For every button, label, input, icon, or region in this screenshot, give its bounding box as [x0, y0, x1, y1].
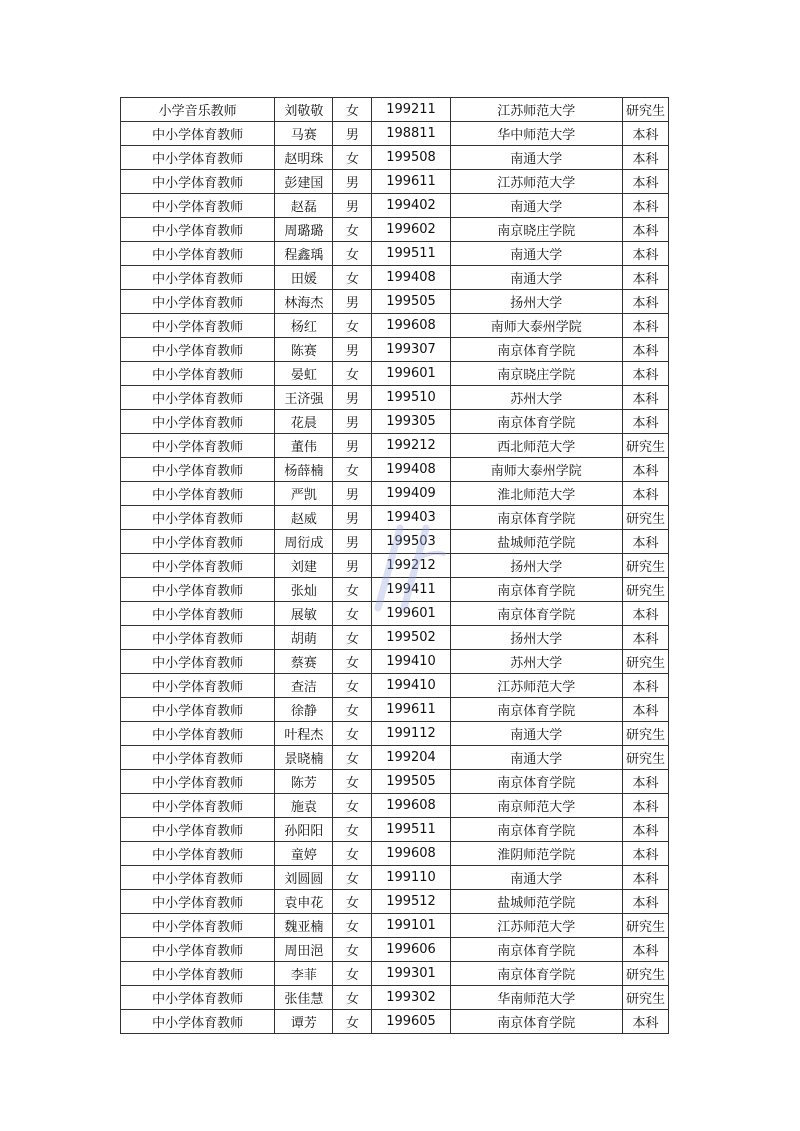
table-row: [121, 194, 669, 218]
education-cell: 本科: [622, 242, 668, 266]
table-row: [121, 434, 669, 458]
name-cell: 晏虹: [275, 362, 333, 386]
education-cell: 研究生: [622, 554, 668, 578]
gender-cell: 男: [333, 482, 372, 506]
name-cell: 刘敬敬: [275, 98, 333, 122]
name-cell: 严凯: [275, 482, 333, 506]
position-cell: 中小学体育教师: [121, 674, 275, 698]
position-cell: 中小学体育教师: [121, 866, 275, 890]
gender-cell: 男: [333, 386, 372, 410]
gender-cell: 女: [333, 602, 372, 626]
birth-date-cell: 199302: [372, 986, 450, 1010]
education-cell: 研究生: [622, 962, 668, 986]
position-cell: 中小学体育教师: [121, 746, 275, 770]
school-cell: 南京师范大学: [450, 794, 622, 818]
name-cell: 胡萌: [275, 626, 333, 650]
gender-cell: 女: [333, 722, 372, 746]
gender-cell: 女: [333, 674, 372, 698]
birth-date-cell: 199606: [372, 938, 450, 962]
education-cell: 本科: [622, 602, 668, 626]
gender-cell: 男: [333, 506, 372, 530]
name-cell: 陈赛: [275, 338, 333, 362]
birth-date-cell: 199608: [372, 842, 450, 866]
name-cell: 彭建国: [275, 170, 333, 194]
position-cell: 中小学体育教师: [121, 602, 275, 626]
position-cell: 中小学体育教师: [121, 194, 275, 218]
position-cell: 中小学体育教师: [121, 698, 275, 722]
education-cell: 本科: [622, 362, 668, 386]
table-row: [121, 986, 669, 1010]
school-cell: 江苏师范大学: [450, 674, 622, 698]
position-cell: 中小学体育教师: [121, 938, 275, 962]
birth-date-cell: 199305: [372, 410, 450, 434]
table-row: [121, 866, 669, 890]
position-cell: 中小学体育教师: [121, 218, 275, 242]
table-row: [121, 170, 669, 194]
school-cell: 南通大学: [450, 146, 622, 170]
table-row: [121, 650, 669, 674]
table-row: [121, 698, 669, 722]
name-cell: 施袁: [275, 794, 333, 818]
name-cell: 查洁: [275, 674, 333, 698]
school-cell: 南京体育学院: [450, 578, 622, 602]
birth-date-cell: 199211: [372, 98, 450, 122]
name-cell: 赵磊: [275, 194, 333, 218]
gender-cell: 女: [333, 626, 372, 650]
education-cell: 本科: [622, 770, 668, 794]
education-cell: 本科: [622, 218, 668, 242]
position-cell: 中小学体育教师: [121, 770, 275, 794]
table-row: [121, 386, 669, 410]
school-cell: 南京体育学院: [450, 938, 622, 962]
table-row: [121, 242, 669, 266]
name-cell: 孙阳阳: [275, 818, 333, 842]
birth-date-cell: 199512: [372, 890, 450, 914]
education-cell: 本科: [622, 866, 668, 890]
name-cell: 张佳慧: [275, 986, 333, 1010]
birth-date-cell: 199410: [372, 674, 450, 698]
school-cell: 南通大学: [450, 746, 622, 770]
birth-date-cell: 199505: [372, 290, 450, 314]
birth-date-cell: 199101: [372, 914, 450, 938]
school-cell: 南京体育学院: [450, 1010, 622, 1034]
education-cell: 本科: [622, 674, 668, 698]
roster-body: [121, 98, 669, 1034]
gender-cell: 女: [333, 986, 372, 1010]
position-cell: 中小学体育教师: [121, 626, 275, 650]
birth-date-cell: 199611: [372, 170, 450, 194]
name-cell: 刘建: [275, 554, 333, 578]
education-cell: 本科: [622, 314, 668, 338]
gender-cell: 男: [333, 194, 372, 218]
education-cell: 本科: [622, 818, 668, 842]
gender-cell: 女: [333, 866, 372, 890]
birth-date-cell: 199502: [372, 626, 450, 650]
school-cell: 苏州大学: [450, 386, 622, 410]
school-cell: 扬州大学: [450, 626, 622, 650]
table-row: [121, 218, 669, 242]
table-row: [121, 122, 669, 146]
school-cell: 淮阴师范学院: [450, 842, 622, 866]
table-row: [121, 482, 669, 506]
birth-date-cell: 199508: [372, 146, 450, 170]
school-cell: 南京体育学院: [450, 770, 622, 794]
position-cell: 中小学体育教师: [121, 410, 275, 434]
education-cell: 本科: [622, 170, 668, 194]
birth-date-cell: 199503: [372, 530, 450, 554]
birth-date-cell: 199212: [372, 434, 450, 458]
position-cell: 中小学体育教师: [121, 122, 275, 146]
school-cell: 南通大学: [450, 242, 622, 266]
gender-cell: 女: [333, 98, 372, 122]
birth-date-cell: 199605: [372, 1010, 450, 1034]
birth-date-cell: 199112: [372, 722, 450, 746]
school-cell: 南京体育学院: [450, 602, 622, 626]
birth-date-cell: 199611: [372, 698, 450, 722]
birth-date-cell: 199505: [372, 770, 450, 794]
education-cell: 研究生: [622, 578, 668, 602]
table-row: [121, 794, 669, 818]
gender-cell: 女: [333, 242, 372, 266]
name-cell: 林海杰: [275, 290, 333, 314]
name-cell: 魏亚楠: [275, 914, 333, 938]
position-cell: 中小学体育教师: [121, 362, 275, 386]
education-cell: 研究生: [622, 746, 668, 770]
table-row: [121, 362, 669, 386]
gender-cell: 女: [333, 650, 372, 674]
table-row: [121, 602, 669, 626]
school-cell: 南师大泰州学院: [450, 458, 622, 482]
education-cell: 本科: [622, 386, 668, 410]
name-cell: 周田浥: [275, 938, 333, 962]
gender-cell: 女: [333, 698, 372, 722]
gender-cell: 女: [333, 218, 372, 242]
education-cell: 本科: [622, 290, 668, 314]
birth-date-cell: 199409: [372, 482, 450, 506]
name-cell: 袁申花: [275, 890, 333, 914]
education-cell: 本科: [622, 266, 668, 290]
education-cell: 本科: [622, 410, 668, 434]
gender-cell: 男: [333, 338, 372, 362]
school-cell: 南通大学: [450, 266, 622, 290]
school-cell: 南京体育学院: [450, 962, 622, 986]
name-cell: 张灿: [275, 578, 333, 602]
school-cell: 南京晓庄学院: [450, 218, 622, 242]
school-cell: 江苏师范大学: [450, 914, 622, 938]
gender-cell: 女: [333, 794, 372, 818]
gender-cell: 男: [333, 410, 372, 434]
position-cell: 中小学体育教师: [121, 530, 275, 554]
school-cell: 江苏师范大学: [450, 98, 622, 122]
table-row: [121, 818, 669, 842]
name-cell: 赵明珠: [275, 146, 333, 170]
name-cell: 徐静: [275, 698, 333, 722]
school-cell: 江苏师范大学: [450, 170, 622, 194]
name-cell: 谭芳: [275, 1010, 333, 1034]
school-cell: 南师大泰州学院: [450, 314, 622, 338]
education-cell: 本科: [622, 698, 668, 722]
school-cell: 南通大学: [450, 194, 622, 218]
table-row: [121, 962, 669, 986]
school-cell: 南京体育学院: [450, 698, 622, 722]
education-cell: 本科: [622, 146, 668, 170]
name-cell: 景晓楠: [275, 746, 333, 770]
education-cell: 本科: [622, 938, 668, 962]
gender-cell: 女: [333, 770, 372, 794]
name-cell: 童婷: [275, 842, 333, 866]
gender-cell: 女: [333, 578, 372, 602]
school-cell: 南京体育学院: [450, 410, 622, 434]
birth-date-cell: 199608: [372, 314, 450, 338]
table-row: [121, 1010, 669, 1034]
position-cell: 中小学体育教师: [121, 818, 275, 842]
school-cell: 西北师范大学: [450, 434, 622, 458]
table-row: [121, 914, 669, 938]
gender-cell: 女: [333, 314, 372, 338]
gender-cell: 男: [333, 122, 372, 146]
position-cell: 中小学体育教师: [121, 170, 275, 194]
education-cell: 研究生: [622, 986, 668, 1010]
table-row: [121, 98, 669, 122]
table-row: [121, 266, 669, 290]
table-row: [121, 290, 669, 314]
gender-cell: 男: [333, 290, 372, 314]
education-cell: 研究生: [622, 650, 668, 674]
table-row: [121, 338, 669, 362]
table-row: [121, 770, 669, 794]
school-cell: 华中师范大学: [450, 122, 622, 146]
school-cell: 苏州大学: [450, 650, 622, 674]
school-cell: 南通大学: [450, 722, 622, 746]
gender-cell: 女: [333, 266, 372, 290]
education-cell: 本科: [622, 338, 668, 362]
birth-date-cell: 199602: [372, 218, 450, 242]
birth-date-cell: 199403: [372, 506, 450, 530]
position-cell: 中小学体育教师: [121, 842, 275, 866]
birth-date-cell: 199511: [372, 818, 450, 842]
birth-date-cell: 199408: [372, 266, 450, 290]
table-row: [121, 842, 669, 866]
table-row: [121, 674, 669, 698]
table-row: [121, 530, 669, 554]
school-cell: 南京体育学院: [450, 338, 622, 362]
birth-date-cell: 199110: [372, 866, 450, 890]
birth-date-cell: 199511: [372, 242, 450, 266]
gender-cell: 男: [333, 554, 372, 578]
name-cell: 杨红: [275, 314, 333, 338]
table-row: [121, 146, 669, 170]
position-cell: 中小学体育教师: [121, 914, 275, 938]
gender-cell: 男: [333, 434, 372, 458]
table-row: [121, 554, 669, 578]
position-cell: 中小学体育教师: [121, 890, 275, 914]
gender-cell: 女: [333, 146, 372, 170]
name-cell: 陈芳: [275, 770, 333, 794]
gender-cell: 女: [333, 818, 372, 842]
birth-date-cell: 199608: [372, 794, 450, 818]
name-cell: 程鑫瑀: [275, 242, 333, 266]
position-cell: 中小学体育教师: [121, 314, 275, 338]
school-cell: 南京晓庄学院: [450, 362, 622, 386]
education-cell: 研究生: [622, 722, 668, 746]
gender-cell: 女: [333, 1010, 372, 1034]
education-cell: 研究生: [622, 506, 668, 530]
gender-cell: 男: [333, 170, 372, 194]
position-cell: 中小学体育教师: [121, 482, 275, 506]
name-cell: 蔡赛: [275, 650, 333, 674]
school-cell: 南京体育学院: [450, 818, 622, 842]
position-cell: 小学音乐教师: [121, 98, 275, 122]
birth-date-cell: 199212: [372, 554, 450, 578]
gender-cell: 女: [333, 362, 372, 386]
gender-cell: 女: [333, 842, 372, 866]
table-row: [121, 938, 669, 962]
birth-date-cell: 199601: [372, 602, 450, 626]
position-cell: 中小学体育教师: [121, 506, 275, 530]
name-cell: 花晨: [275, 410, 333, 434]
table-row: [121, 578, 669, 602]
education-cell: 本科: [622, 458, 668, 482]
education-cell: 本科: [622, 122, 668, 146]
table-row: [121, 314, 669, 338]
name-cell: 刘圆圆: [275, 866, 333, 890]
school-cell: 扬州大学: [450, 554, 622, 578]
education-cell: 本科: [622, 530, 668, 554]
position-cell: 中小学体育教师: [121, 794, 275, 818]
table-row: [121, 506, 669, 530]
education-cell: 本科: [622, 194, 668, 218]
table-row: [121, 410, 669, 434]
recruitment-roster-table: [120, 97, 669, 1034]
education-cell: 本科: [622, 890, 668, 914]
name-cell: 王济强: [275, 386, 333, 410]
position-cell: 中小学体育教师: [121, 986, 275, 1010]
gender-cell: 女: [333, 962, 372, 986]
table-row: [121, 890, 669, 914]
education-cell: 本科: [622, 626, 668, 650]
position-cell: 中小学体育教师: [121, 962, 275, 986]
birth-date-cell: 199307: [372, 338, 450, 362]
gender-cell: 女: [333, 914, 372, 938]
school-cell: 扬州大学: [450, 290, 622, 314]
education-cell: 本科: [622, 794, 668, 818]
position-cell: 中小学体育教师: [121, 386, 275, 410]
gender-cell: 女: [333, 458, 372, 482]
name-cell: 展敏: [275, 602, 333, 626]
table-row: [121, 458, 669, 482]
position-cell: 中小学体育教师: [121, 146, 275, 170]
name-cell: 周璐璐: [275, 218, 333, 242]
birth-date-cell: 199408: [372, 458, 450, 482]
education-cell: 研究生: [622, 98, 668, 122]
position-cell: 中小学体育教师: [121, 650, 275, 674]
birth-date-cell: 199301: [372, 962, 450, 986]
gender-cell: 女: [333, 746, 372, 770]
birth-date-cell: 199410: [372, 650, 450, 674]
name-cell: 赵威: [275, 506, 333, 530]
position-cell: 中小学体育教师: [121, 458, 275, 482]
school-cell: 盐城师范学院: [450, 890, 622, 914]
school-cell: 淮北师范大学: [450, 482, 622, 506]
name-cell: 杨薛楠: [275, 458, 333, 482]
school-cell: 南通大学: [450, 866, 622, 890]
position-cell: 中小学体育教师: [121, 434, 275, 458]
education-cell: 研究生: [622, 434, 668, 458]
name-cell: 田媛: [275, 266, 333, 290]
education-cell: 本科: [622, 1010, 668, 1034]
position-cell: 中小学体育教师: [121, 1010, 275, 1034]
birth-date-cell: 199510: [372, 386, 450, 410]
position-cell: 中小学体育教师: [121, 242, 275, 266]
name-cell: 董伟: [275, 434, 333, 458]
birth-date-cell: 198811: [372, 122, 450, 146]
gender-cell: 女: [333, 890, 372, 914]
position-cell: 中小学体育教师: [121, 266, 275, 290]
education-cell: 研究生: [622, 914, 668, 938]
name-cell: 叶程杰: [275, 722, 333, 746]
education-cell: 本科: [622, 482, 668, 506]
table-row: [121, 626, 669, 650]
school-cell: 盐城师范学院: [450, 530, 622, 554]
name-cell: 周衍成: [275, 530, 333, 554]
table-row: [121, 722, 669, 746]
position-cell: 中小学体育教师: [121, 578, 275, 602]
position-cell: 中小学体育教师: [121, 338, 275, 362]
gender-cell: 男: [333, 530, 372, 554]
birth-date-cell: 199402: [372, 194, 450, 218]
education-cell: 本科: [622, 842, 668, 866]
gender-cell: 女: [333, 938, 372, 962]
birth-date-cell: 199204: [372, 746, 450, 770]
position-cell: 中小学体育教师: [121, 290, 275, 314]
school-cell: 南京体育学院: [450, 506, 622, 530]
name-cell: 马赛: [275, 122, 333, 146]
name-cell: 李菲: [275, 962, 333, 986]
position-cell: 中小学体育教师: [121, 554, 275, 578]
table-row: [121, 746, 669, 770]
school-cell: 华南师范大学: [450, 986, 622, 1010]
position-cell: 中小学体育教师: [121, 722, 275, 746]
birth-date-cell: 199601: [372, 362, 450, 386]
birth-date-cell: 199411: [372, 578, 450, 602]
